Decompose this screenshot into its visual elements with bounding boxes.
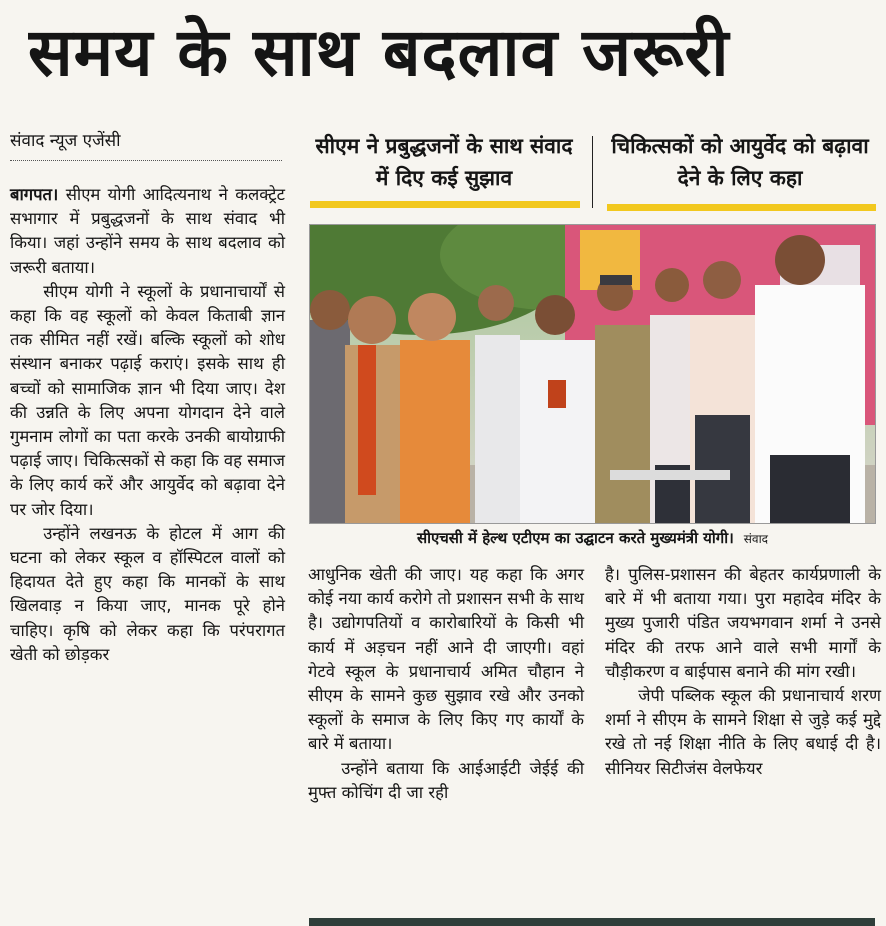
dateline: बागपत। xyxy=(10,185,59,204)
news-photo-illustration xyxy=(310,225,875,523)
photo-caption-text: सीएचसी में हेल्थ एटीएम का उद्घाटन करते मुख्यमंत्री योगी। xyxy=(416,529,734,547)
photo-credit: संवाद xyxy=(743,532,769,546)
byline: संवाद न्यूज एजेंसी xyxy=(10,131,121,151)
bottom-image-edge xyxy=(309,918,875,926)
subheadline-divider xyxy=(592,136,593,208)
paragraph-2: सीएम योगी ने स्कूलों के प्रधानाचार्यों से कहा कि वह स्कूलों को केवल किताबी ज्ञान तक सीमित नहीं रखें। बल्कि स्कूलों को शोध संस्थान बनाकर पढ़ाई कराएं। इसके साथ ही बच्चों को सामाजिक ज्ञान भी दिया जाए। देश की उन्नति के लिए अपना योगदान देने वाले गुमनाम लोगों का पता करके उनकी बायोग्राफी पढ़ाई जाए। चिकित्सकों से कहा कि वह समाज के लिए कार्य करें और आयुर्वेद को बढ़ावा देने पर जोर दिया। xyxy=(10,281,285,519)
column3-paragraph-2: जेपी पब्लिक स्कूल की प्रधानाचार्य शरण शर्मा ने सीएम के सामने शिक्षा से जुड़े कई मुद्दे रखे तो नई शिक्षा नीति के लिए बधाई दी है। सीनियर सिटीजंस वेलफेयर xyxy=(605,686,881,778)
column3-paragraph-1: है। पुलिस-प्रशासन की बेहतर कार्यप्रणाली के बारे में भी बताया गया। पुरा महादेव मंदिर के मुख्य पुजारी पंडित जयभगवान शर्मा ने उनसे मंदिर की तरफ आने वाले सभी मार्गों के चौड़ीकरण व बाईपास बनाने की मांग रखी। xyxy=(605,565,881,681)
accent-bar-right xyxy=(607,204,876,211)
photo-caption xyxy=(310,528,875,548)
article-column-1 xyxy=(10,183,285,667)
paragraph-3: उन्होंने लखनऊ के होटल में आग की घटना को लेकर स्कूल व हॉस्पिटल वालों को हिदायत देते हुए कहा कि मानकों के साथ खिलवाड़ न किया जाए, मानक पूरे होने चाहिए। कृषि को लेकर कहा कि परंपरागत खेती को छोड़कर xyxy=(10,523,285,664)
paragraph-1 xyxy=(10,183,285,280)
news-photo xyxy=(309,224,876,524)
byline-divider xyxy=(10,160,282,161)
accent-bar-left xyxy=(310,201,580,208)
paragraph-1-text: सीएम योगी आदित्यनाथ ने कलक्ट्रेट सभागार में प्रबुद्धजनों के साथ संवाद भी किया। जहां उन्होंने समय के साथ बदलाव को जरूरी बताया। xyxy=(10,185,285,277)
article-column-2 xyxy=(308,563,584,805)
article-column-3 xyxy=(605,563,881,781)
subheadline-right: चिकित्सकों को आयुर्वेद को बढ़ावा देने के लिए कहा xyxy=(611,134,869,190)
headline: समय के साथ बदलाव जरूरी xyxy=(28,13,730,91)
column2-paragraph-1: आधुनिक खेती की जाए। यह कहा कि अगर कोई नया कार्य करोगे तो प्रशासन सभी के साथ है। उद्योगपतियों व कारोबारियों के किसी भी कार्य में अड़चन नहीं आने दी जाएगी। वहां गेटवे स्कूल के प्रधानाचार्य अमित चौहान ने सीएम के सामने कुछ सुझाव रखे और उनको स्कूलों के समाज के लिए किए गए कार्यों के बारे में बताया। xyxy=(308,565,584,754)
subheadline-left: सीएम ने प्रबुद्धजनों के साथ संवाद में दिए कई सुझाव xyxy=(315,134,573,190)
column2-paragraph-2: उन्होंने बताया कि आईआईटी जेईई की मुफ्त कोचिंग दी जा रही xyxy=(308,758,584,802)
